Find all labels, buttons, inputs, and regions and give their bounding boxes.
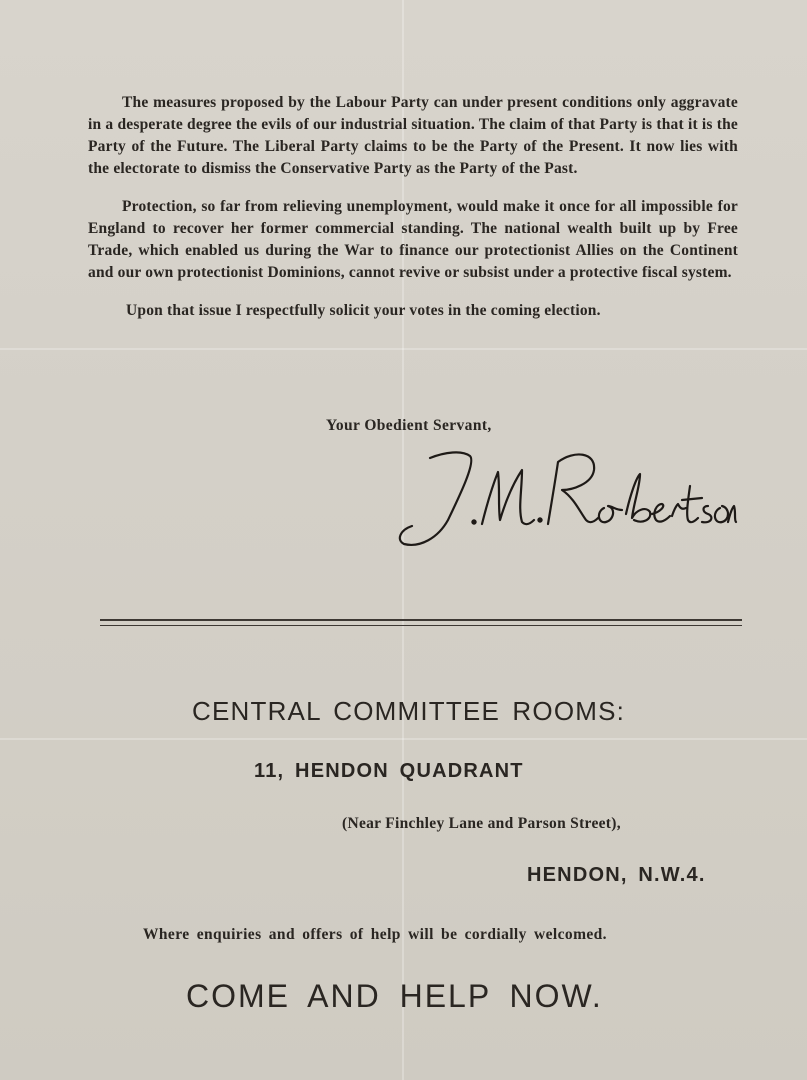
address-directions: (Near Finchley Lane and Parson Street), — [342, 815, 621, 832]
call-to-action: COME AND HELP NOW. — [186, 978, 603, 1014]
fold-crease — [0, 348, 807, 350]
double-divider — [100, 619, 742, 626]
closing-salutation: Your Obedient Servant, — [326, 417, 492, 434]
fold-crease — [0, 738, 807, 740]
handwritten-signature — [390, 440, 740, 552]
address-street: 11, HENDON QUADRANT — [254, 760, 524, 782]
divider-line — [100, 625, 742, 627]
address-district: HENDON, N.W.4. — [527, 864, 706, 886]
paragraph-protection: Protection, so far from relieving unemployment, would make it once for all impossible for England to recover her former commercial standing. The national wealth built up by Free Trade, which enabled us during the War to finance our protectionist Allies on the Continent and our own protectionist Dominions, cannot revive or subsist under a protective fiscal system. — [88, 198, 738, 281]
letter-body — [88, 92, 738, 338]
paragraph-issue: Upon that issue I respectfully solicit your votes in the coming election. — [126, 302, 601, 319]
welcome-note: Where enquiries and offers of help will be cordially welcomed. — [143, 926, 607, 943]
paragraph-parties: The measures proposed by the Labour Party can under present conditions only aggravate in a desperate degree the evils of our industrial situation. The claim of that Party is that it is the Party of the Future. The Liberal Party claims to be the Party of the Present. It now lies with the electorate to dismiss the Conservative Party as the Party of the Past. — [88, 94, 738, 177]
divider-line — [100, 619, 742, 621]
committee-heading: CENTRAL COMMITTEE ROOMS: — [192, 696, 626, 726]
